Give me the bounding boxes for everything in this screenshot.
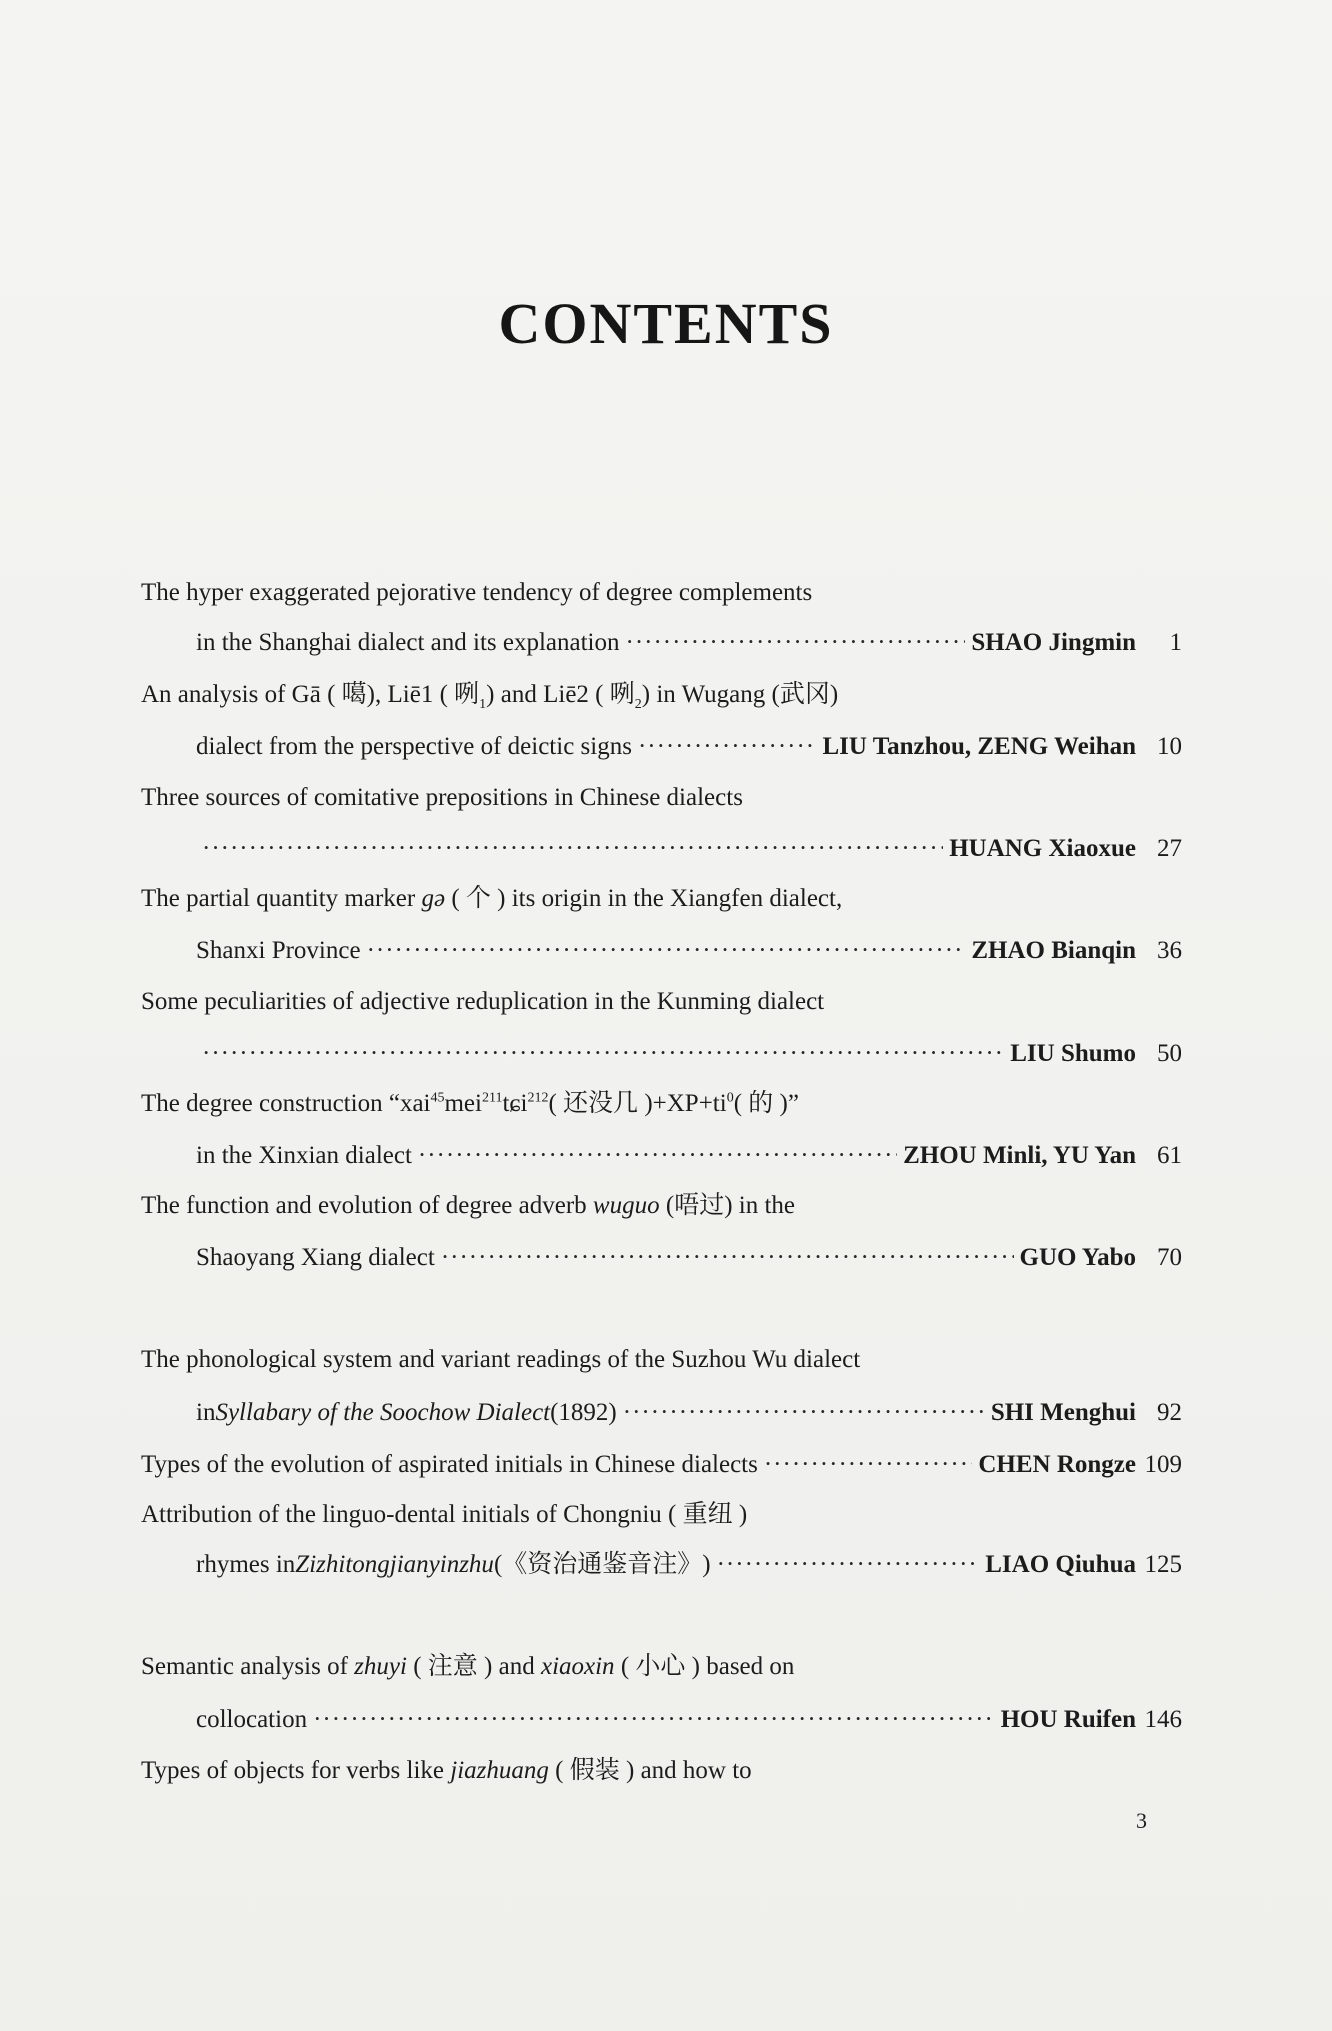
- entry-page: 1: [1169, 629, 1182, 656]
- entry-page: 92: [1157, 1399, 1182, 1426]
- contents-heading: CONTENTS: [498, 291, 834, 356]
- entry-author: LIAO Qiuhua: [985, 1551, 1136, 1578]
- entry-page: 61: [1157, 1142, 1182, 1169]
- entry-11-title-line1: Semantic analysis of zhuyi ( 注意 ) and xiaoxin ( 小心 ) based on: [141, 1653, 795, 1680]
- entry-page: 125: [1144, 1551, 1182, 1578]
- page-number: 3: [1136, 1808, 1147, 1833]
- leader-dots: [638, 732, 816, 762]
- entry-6-title-line2: in the Xinxian dialect ····· ZHOU Minli, YU Yan 61: [196, 1141, 1182, 1171]
- entry-page: 10: [1157, 733, 1182, 760]
- entry-author: SHI Menghui: [990, 1399, 1136, 1426]
- leader-dots: [202, 834, 943, 864]
- entry-10-title-line2: rhymes in Zizhitongjianyinzhu ( 《资治通鉴音注》 ) ····· LIAO Qiuhua 125: [196, 1550, 1182, 1580]
- entry-author: SHAO Jingmin: [971, 629, 1136, 656]
- entry-8-title-line1: The phonological system and variant readings of the Suzhou Wu dialect: [141, 1346, 861, 1373]
- entry-page: 27: [1157, 835, 1182, 862]
- entry-author: LIU Tanzhou, ZENG Weihan: [822, 733, 1136, 760]
- entry-author: GUO Yabo: [1019, 1244, 1136, 1271]
- entry-3-title-line2: [196, 834, 1182, 864]
- entry-3-title-line1: Three sources of comitative prepositions in Chinese dialects: [141, 784, 743, 811]
- entry-author: ZHOU Minli, YU Yan: [903, 1142, 1136, 1169]
- entry-2-title-line1: An analysis of Gā ( 噶), Liē1 ( 咧$_1$) and Liē2 ( 咧$_2$) in Wugang (武冈): [141, 681, 839, 712]
- entry-author: LIU Shumo: [1010, 1040, 1136, 1067]
- entry-page: 70: [1157, 1244, 1182, 1271]
- entry-11-title-line2: collocation ····· HOU Ruifen 146: [196, 1705, 1182, 1735]
- leader-dots: [626, 628, 966, 658]
- entry-author: HUANG Xiaoxue: [949, 835, 1136, 862]
- entry-author: HOU Ruifen: [1000, 1706, 1136, 1733]
- leader-dots: [441, 1243, 1014, 1273]
- entry-author: ZHAO Bianqin: [971, 937, 1136, 964]
- entry-6-title-line1: The degree construction “xai$^{45}$mei$^{211}$tɕi$^{212}$( 还没几 )$+XP+ti^0$( 的 )”: [141, 1090, 799, 1117]
- entry-page: 50: [1157, 1040, 1182, 1067]
- entry-2-title-line2: dialect from the perspective of deictic signs ····· LIU Tanzhou, ZENG Weihan 10: [196, 732, 1182, 762]
- entry-4-title-line2: Shanxi Province ····· ZHAO Bianqin 36: [196, 936, 1182, 966]
- entry-9-title: Types of the evolution of aspirated initials in Chinese dialects ····· CHEN Rongze 109: [141, 1450, 1182, 1480]
- entry-page: 146: [1144, 1706, 1182, 1733]
- leader-dots: [202, 1039, 1004, 1069]
- entry-12-title-line1: Types of objects for verbs like jiazhuang ( 假装 ) and how to: [141, 1757, 752, 1784]
- entry-5-title-line1: Some peculiarities of adjective reduplication in the Kunming dialect: [141, 988, 825, 1015]
- entry-page: 109: [1144, 1451, 1182, 1478]
- entry-7-title-line1: The function and evolution of degree adverb wuguo (唔过) in the: [141, 1192, 796, 1219]
- entry-8-title-line2: in Syllabary of the Soochow Dialect (1892) ····· SHI Menghui 92: [196, 1398, 1182, 1428]
- leader-dots: [764, 1450, 973, 1480]
- entry-author: CHEN Rongze: [978, 1451, 1136, 1478]
- entry-page: 36: [1157, 937, 1182, 964]
- leader-dots: [367, 936, 966, 966]
- leader-dots: [418, 1141, 897, 1171]
- leader-dots: [313, 1705, 994, 1735]
- entry-10-title-line1: Attribution of the linguo-dental initials of Chongniu ( 重纽 ): [141, 1501, 748, 1528]
- leader-dots: [717, 1550, 980, 1580]
- leader-dots: [623, 1398, 985, 1428]
- entry-1-title-line2: in the Shanghai dialect and its explanation ····· SHAO Jingmin 1: [196, 628, 1182, 658]
- entry-7-title-line2: Shaoyang Xiang dialect ····· GUO Yabo 70: [196, 1243, 1182, 1273]
- entry-5-title-line2: [196, 1039, 1182, 1069]
- entry-4-title-line1: The partial quantity marker gə ( 个 ) its origin in the Xiangfen dialect,: [141, 885, 843, 912]
- entry-1-title-line1: The hyper exaggerated pejorative tendency of degree complements: [141, 579, 813, 606]
